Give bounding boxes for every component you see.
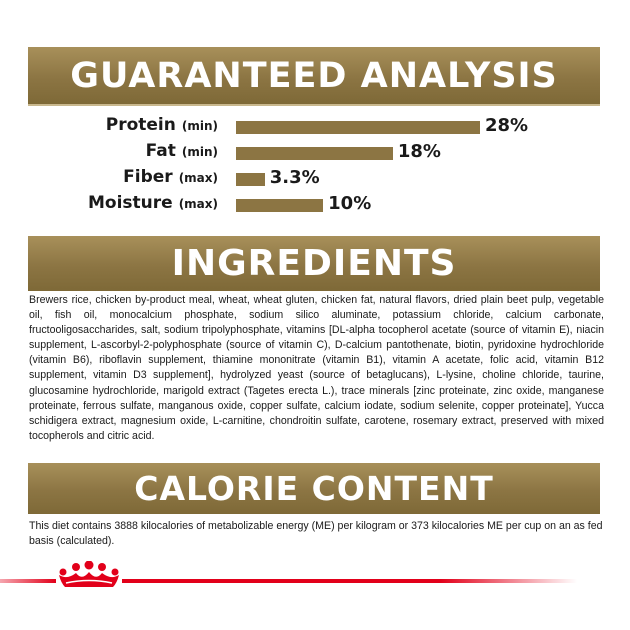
analysis-row-protein (0, 115, 630, 139)
royal-canin-crown-icon (56, 561, 122, 591)
analysis-value: 28% (485, 115, 529, 136)
analysis-row-moisture (0, 193, 630, 217)
analysis-label: Moisture (88, 193, 173, 213)
calorie-content-title: CALORIE CONTENT (134, 469, 494, 508)
footer-red-line-left (0, 579, 56, 583)
analysis-bar (236, 147, 393, 160)
analysis-value: 3.3% (269, 167, 320, 188)
calorie-content-banner (28, 463, 600, 514)
analysis-value: 18% (397, 141, 441, 162)
analysis-label: Fiber (123, 167, 173, 187)
ingredients-title: INGREDIENTS (171, 243, 457, 284)
analysis-qualifier: (min) (181, 119, 218, 133)
analysis-value: 10% (328, 193, 372, 214)
analysis-label: Protein (105, 115, 176, 135)
footer-red-line-right (122, 579, 577, 583)
ingredients-banner (28, 236, 600, 291)
analysis-row-fat (0, 141, 630, 165)
analysis-row-fiber (0, 167, 630, 191)
analysis-qualifier: (max) (178, 197, 218, 211)
analysis-table (0, 112, 630, 222)
banner-underline (28, 104, 600, 106)
guaranteed-analysis-banner (28, 47, 600, 104)
guaranteed-analysis-title: GUARANTEED ANALYSIS (70, 55, 558, 96)
analysis-bar (236, 173, 265, 186)
analysis-qualifier: (max) (178, 171, 218, 185)
analysis-bar (236, 199, 323, 212)
ingredients-text: Brewers rice, chicken by-product meal, wheat, wheat gluten, chicken fat, natural flavors, dried plain beet pulp, vegetable oil, fish oil, monocalcium phosphate, sodium silico aluminate, potassium chloride, calcium carbonate, fructooligosaccharides, salt, sodium tripolyphosphate, vitamins [DL-alpha tocopherol acetate (source of vitamin E), niacin supplement, L-ascorbyl-2-polyphosphate (source of vitamin C), D-calcium pantothenate, biotin, pyridoxine hydrochloride (vitamin B6), riboflavin supplement, thiamine mononitrate (vitamin B1), vitamin A acetate, folic acid, vitamin B12 supplement, vitamin D3 supplement], hydrolyzed yeast (source of betaglucans), L-lysine, choline chloride, taurine, glucosamine hydrochloride, marigold extract (Tagetes erecta L.), trace minerals [zinc proteinate, zinc oxide, manganese proteinate, ferrous sulfate, manganous oxide, copper sulfate, calcium iodate, sodium selenite, copper proteinate], Yucca schidigera extract, magnesium oxide, L-carnitine, chondroitin sulfate, carotene, rosemary extract, preserved with mixed tocopherols and citric acid. (29, 294, 604, 442)
analysis-label: Fat (145, 141, 176, 161)
calorie-content-text: This diet contains 3888 kilocalories of metabolizable energy (ME) per kilogram or 373 kilocalories ME per cup on an as fed basis (calculated). (29, 520, 603, 547)
analysis-bar (236, 121, 480, 134)
analysis-qualifier: (min) (181, 145, 218, 159)
